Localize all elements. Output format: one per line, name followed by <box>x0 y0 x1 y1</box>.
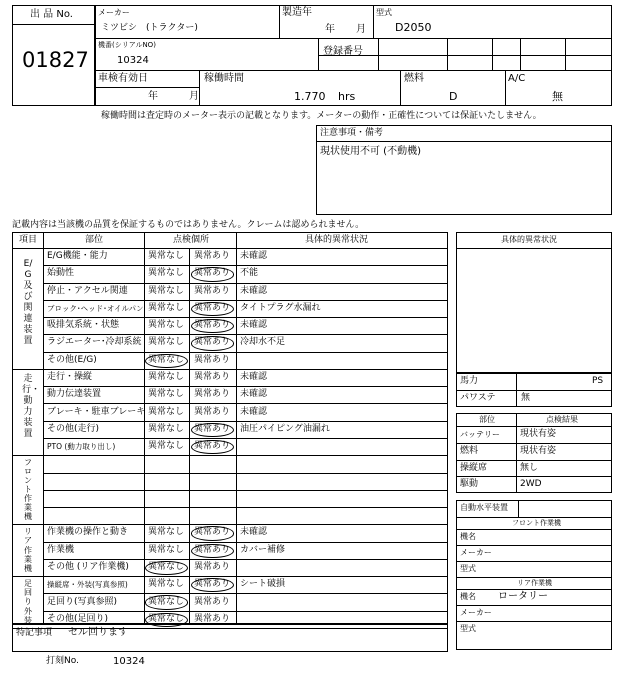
hours-note: 稼働時間は査定時のメーター表示の記載となります。メーターの動作・正確性については保証いたしません。 <box>101 111 542 121</box>
row-part: 作業機の操作と動き <box>47 527 129 538</box>
serial-value: 10324 <box>117 55 149 66</box>
row-detail: 未確認 <box>240 251 268 262</box>
row-ok: 異常なし <box>148 372 185 383</box>
circle-mark-ok <box>145 354 188 368</box>
result-part-3: 駆動 <box>460 479 479 489</box>
remarks-text: 現状使用不可 (不動機) <box>320 146 421 157</box>
right-detail-header: 具体的異常状況 <box>501 235 557 244</box>
row-ok: 異常なし <box>148 561 185 572</box>
row-ok: 異常なし <box>148 596 185 607</box>
row-detail: 不能 <box>240 268 259 279</box>
circle-mark-ng <box>191 302 234 316</box>
rear-model-label: 型式 <box>460 624 476 633</box>
row-ok: 異常なし <box>148 268 185 279</box>
col-item-header: 項目 <box>19 235 38 245</box>
col-check-header: 点検個所 <box>173 235 210 245</box>
row-ok: 異常なし <box>148 285 185 296</box>
ac-value: 無 <box>552 90 563 103</box>
item-number: 01827 <box>22 48 89 72</box>
circle-mark-ok <box>145 561 188 575</box>
result-header: 点検結果 <box>546 415 578 424</box>
model-value: D2050 <box>395 21 432 34</box>
row-ok: 異常なし <box>148 406 185 417</box>
circle-mark-ok <box>145 595 188 609</box>
maker-value: ミツビシ (トラクター) <box>101 23 198 33</box>
year-unit-nen: 年 <box>325 24 335 35</box>
row-ok: 異常なし <box>148 544 185 555</box>
section-label: フロント作業機 <box>24 458 32 522</box>
section-label: E/G及び関連装置 <box>23 258 33 346</box>
row-part: 操縦席・外装(写真参照) <box>47 580 128 589</box>
row-part: 走行・操縦 <box>47 372 93 383</box>
hours-label: 稼働時間 <box>204 73 244 84</box>
inspection-unit-tsuki: 月 <box>189 91 199 102</box>
section-label: 足回り外装 <box>24 579 32 625</box>
item-number-label: 出 品 No. <box>30 9 73 20</box>
row-detail: 未確認 <box>240 406 268 417</box>
result-value-1: 現状有姿 <box>520 446 557 456</box>
row-ok: 異常なし <box>148 337 185 348</box>
ac-label: A/C <box>508 73 526 84</box>
col-detail-header: 具体的異常状況 <box>305 235 369 245</box>
row-part: その他(足回り) <box>47 613 109 624</box>
remarks-box <box>316 125 612 215</box>
circle-mark-ng <box>191 336 234 350</box>
row-ng: 異常あり <box>194 372 231 383</box>
row-part: その他 (リア作業機) <box>47 561 129 572</box>
serial-label: 機番(シリアルNO) <box>98 41 156 49</box>
auto-level-label: 自動水平装置 <box>460 503 508 512</box>
row-detail: 未確認 <box>240 527 268 538</box>
year-label: 製造年 <box>282 7 312 18</box>
remarks-label: 注意事項・備考 <box>320 128 384 138</box>
row-part: 始動性 <box>47 268 75 279</box>
row-part: PTO (動力取り出し) <box>47 441 116 451</box>
circle-mark-ng <box>191 544 234 558</box>
row-part: 停止・アクセル関連 <box>47 285 128 296</box>
result-part-1: 燃料 <box>460 446 479 456</box>
row-detail: 油圧パイピング油漏れ <box>240 423 330 434</box>
inspection-label: 車検有効日 <box>98 73 148 84</box>
row-part: E/G機能・能力 <box>47 251 108 262</box>
fuel-value: D <box>449 90 458 103</box>
row-ng: 異常あり <box>194 527 231 538</box>
powersteer-label: パワステ <box>460 393 496 403</box>
circle-mark-ng <box>191 267 234 281</box>
row-part: ブロック･ヘッド･オイルパン <box>47 303 144 313</box>
row-ng: 異常あり <box>194 302 231 313</box>
result-value-0: 現状有姿 <box>520 429 557 439</box>
row-ok: 異常なし <box>148 613 185 624</box>
row-ok: 異常なし <box>148 251 185 262</box>
stamp-value: 10324 <box>113 656 145 667</box>
row-part: ブレーキ・駐車ブレーキ <box>47 406 146 417</box>
row-ok: 異常なし <box>148 302 185 313</box>
col-part-header: 部位 <box>85 235 104 245</box>
year-unit-tsuki: 月 <box>356 24 366 35</box>
disclaimer: 記載内容は当該機の品質を保証するものではありません。クレームは認められません。 <box>12 220 365 230</box>
row-detail: 未確認 <box>240 372 268 383</box>
row-ng: 異常あり <box>194 337 231 348</box>
maker-label: メーカー <box>98 8 130 17</box>
row-ok: 異常なし <box>148 441 185 452</box>
powersteer-value: 無 <box>521 393 531 403</box>
rear-maker-label: メーカー <box>460 608 492 617</box>
row-ok: 異常なし <box>148 389 185 400</box>
result-value-3: 2WD <box>520 479 542 489</box>
row-ok: 異常なし <box>148 527 185 538</box>
result-part-0: バッテリー <box>460 430 500 439</box>
row-detail: 冷却水不足 <box>240 337 286 348</box>
row-detail: 未確認 <box>240 320 268 331</box>
row-part: 足回り(写真参照) <box>47 596 118 607</box>
rear-implement-header: リア作業機 <box>517 579 552 587</box>
row-ng: 異常あり <box>194 579 231 590</box>
front-maker-label: メーカー <box>460 548 492 557</box>
hp-unit: PS <box>592 376 604 386</box>
row-part: その他(走行) <box>47 423 100 434</box>
row-detail: カバー補修 <box>240 544 286 555</box>
registration-label: 登録番号 <box>323 46 363 57</box>
row-ok: 異常なし <box>148 354 185 365</box>
row-ng: 異常あり <box>194 423 231 434</box>
row-part: その他(E/G) <box>47 354 97 365</box>
row-ng: 異常あり <box>194 251 231 262</box>
row-detail: タイトプラグ水漏れ <box>240 302 321 313</box>
fuel-label: 燃料 <box>404 73 424 84</box>
model-label: 型式 <box>376 8 392 17</box>
row-ng: 異常あり <box>194 596 231 607</box>
row-ng: 異常あり <box>194 613 231 624</box>
row-ng: 異常あり <box>194 406 231 417</box>
front-name-label: 機名 <box>460 532 476 541</box>
hp-label: 馬力 <box>460 376 479 386</box>
special-notes-label: 特記事項 <box>16 628 53 638</box>
row-ok: 異常なし <box>148 320 185 331</box>
row-detail: シート破損 <box>240 579 286 590</box>
row-ok: 異常なし <box>148 579 185 590</box>
result-part-header: 部位 <box>479 415 495 424</box>
row-part: 動力伝達装置 <box>47 389 102 400</box>
row-ng: 異常あり <box>194 320 231 331</box>
hours-value: 1.770 <box>294 90 326 103</box>
right-detail-box <box>456 232 612 373</box>
special-notes-text: セル回ります <box>68 627 128 638</box>
front-implement-header: フロント作業機 <box>512 519 561 527</box>
circle-mark-ng <box>191 526 234 540</box>
hours-unit: hrs <box>338 90 356 103</box>
result-value-2: 無し <box>520 463 539 473</box>
result-part-2: 操縦席 <box>460 463 488 473</box>
row-part: ラジエーター･冷却系統 <box>47 337 142 348</box>
row-ng: 異常あり <box>194 268 231 279</box>
front-model-label: 型式 <box>460 564 476 573</box>
row-ng: 異常あり <box>194 389 231 400</box>
row-part: 吸排気系統・状態 <box>47 320 120 331</box>
row-detail: 未確認 <box>240 285 268 296</box>
rear-name-value: ロータリー <box>498 591 548 602</box>
section-label: 走行・動力装置 <box>22 373 41 439</box>
section-label: リア作業機 <box>24 527 32 573</box>
row-ng: 異常あり <box>194 561 231 572</box>
row-ok: 異常なし <box>148 423 185 434</box>
circle-mark-ng <box>191 423 234 437</box>
row-detail: 未確認 <box>240 389 268 400</box>
row-ng: 異常あり <box>194 544 231 555</box>
row-ng: 異常あり <box>194 354 231 365</box>
row-part: 作業機 <box>47 544 75 555</box>
inspection-unit-nen: 年 <box>148 91 158 102</box>
row-ng: 異常あり <box>194 285 231 296</box>
rear-name-label: 機名 <box>460 592 476 601</box>
row-ng: 異常あり <box>194 441 231 452</box>
stamp-label: 打刻No. <box>46 656 79 666</box>
